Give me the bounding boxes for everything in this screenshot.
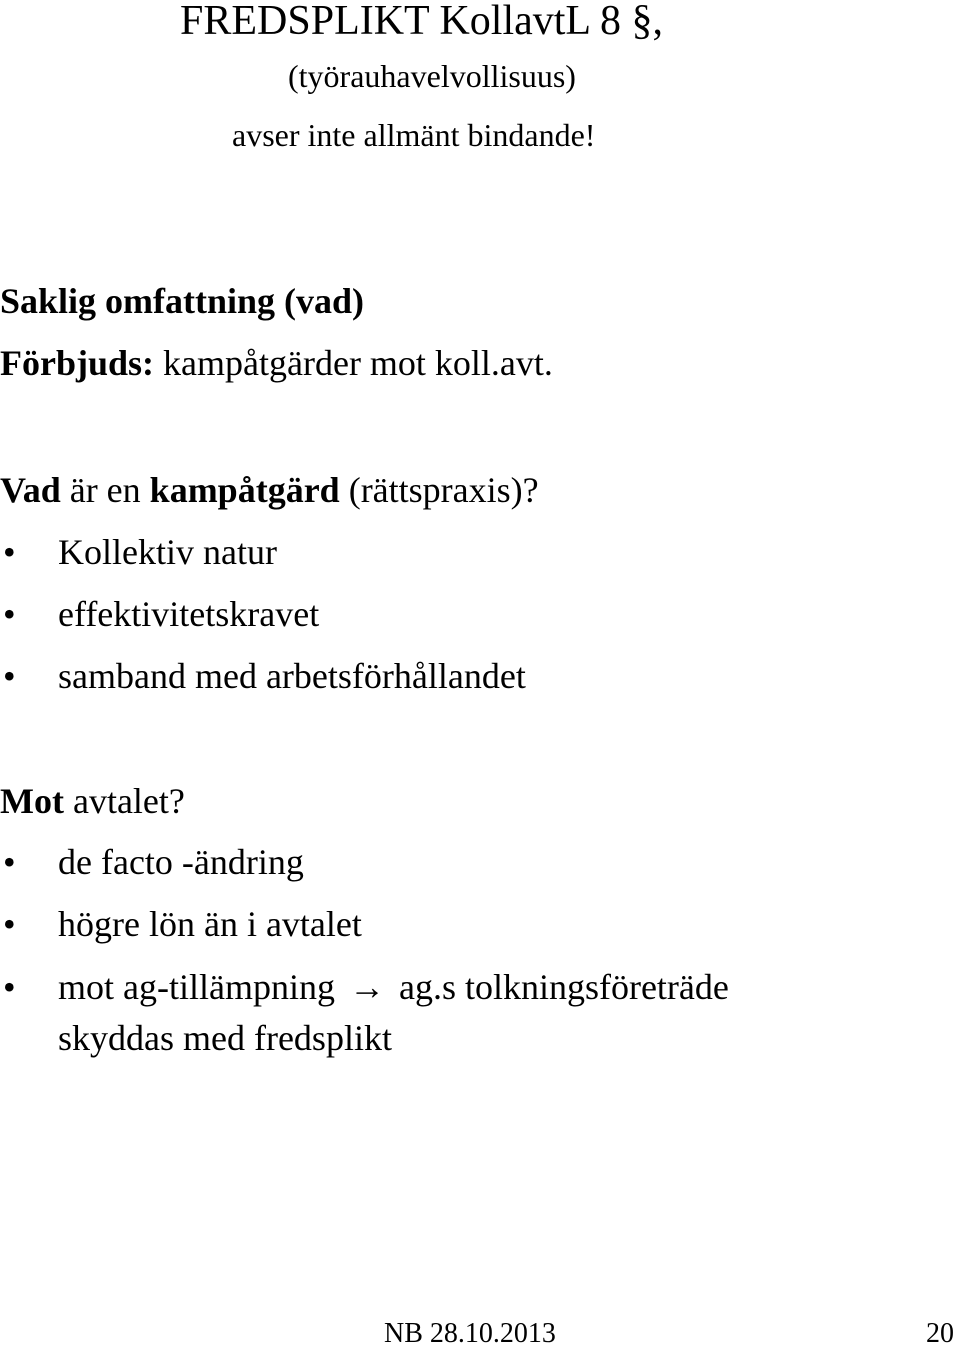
- scope-heading: Saklig omfattning (vad): [0, 281, 365, 321]
- page-subtitle: (työrauhavelvollisuus): [288, 58, 576, 94]
- question-middle: är en: [60, 470, 150, 510]
- footer-date: NB 28.10.2013: [384, 1318, 556, 1349]
- criteria-text: samband med arbetsförhållandet: [58, 656, 526, 696]
- criteria-text: effektivitetskravet: [58, 594, 320, 634]
- against-text: [58, 969, 729, 1005]
- forbidden-text: kampåtgärder mot koll.avt.: [154, 343, 553, 383]
- against-text: högre lön än i avtalet: [58, 904, 362, 944]
- against-label: Mot: [0, 781, 64, 821]
- forbidden-line: [0, 345, 553, 381]
- forbidden-label: Förbjuds:: [0, 343, 155, 383]
- against-heading: [0, 783, 185, 819]
- against-tail: avtalet?: [63, 781, 185, 821]
- question-term: kampåtgärd: [149, 470, 340, 510]
- right-arrow-icon: →: [348, 967, 385, 1007]
- bullet-icon: •: [3, 594, 16, 634]
- bullet-icon: •: [3, 967, 16, 1007]
- against-text-right: ag.s tolkningsföreträde: [398, 967, 729, 1007]
- criteria-text: Kollektiv natur: [58, 532, 277, 572]
- page-subtitle-note: avser inte allmänt bindande!: [232, 117, 596, 153]
- against-text-left: mot ag-tillämpning: [58, 967, 335, 1007]
- against-text: skyddas med fredsplikt: [58, 1018, 392, 1058]
- against-text: de facto -ändring: [58, 842, 304, 882]
- question-line: [0, 472, 539, 508]
- page-title: FREDSPLIKT KollavtL 8 §,: [180, 0, 664, 44]
- bullet-icon: •: [3, 656, 16, 696]
- bullet-icon: •: [3, 532, 16, 572]
- bullet-icon: •: [3, 904, 16, 944]
- page-number: 20: [926, 1318, 954, 1349]
- question-vad: Vad: [0, 470, 61, 510]
- bullet-icon: •: [3, 842, 16, 882]
- question-tail: (rättspraxis)?: [339, 470, 539, 510]
